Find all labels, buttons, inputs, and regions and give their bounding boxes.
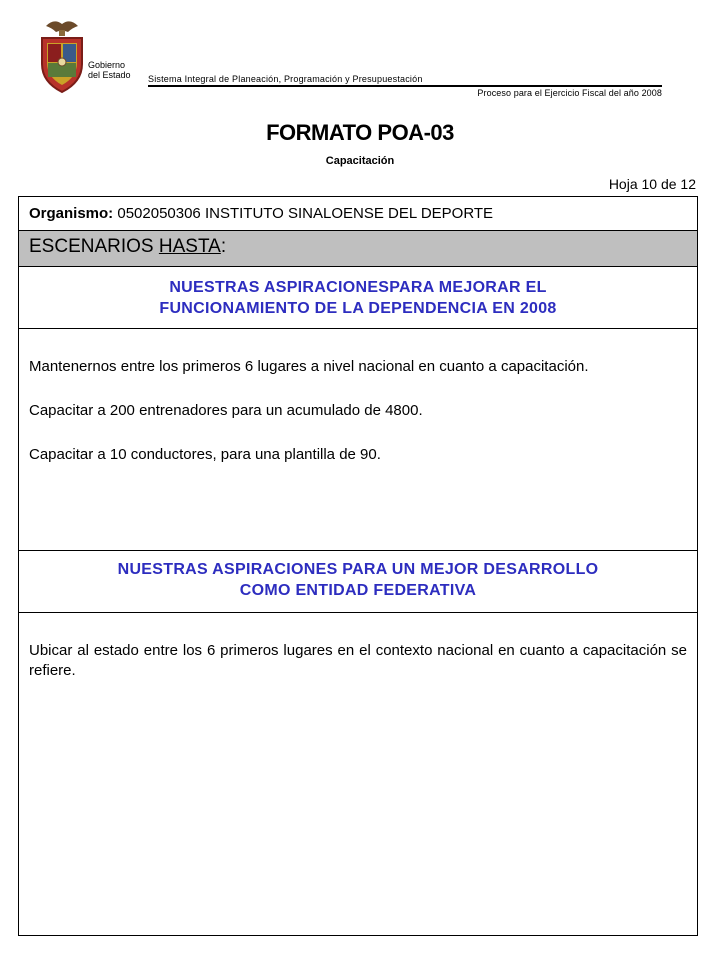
- system-title: Sistema Integral de Planeación, Programación y Presupuestación: [148, 74, 423, 84]
- section2-body: [19, 613, 697, 935]
- section1-heading-line2: FUNCIONAMIENTO DE LA DEPENDENCIA EN 2008: [159, 300, 557, 317]
- section2-heading-line1: NUESTRAS ASPIRACIONES PARA UN MEJOR DESARROLLO: [117, 561, 599, 578]
- process-label: Proceso para el Ejercicio Fiscal del año 2008: [477, 88, 662, 98]
- form-subtitle: Capacitación: [325, 155, 395, 167]
- scenarios-band: [19, 231, 697, 267]
- government-label-line2: del Estado: [88, 70, 131, 80]
- section2-heading-line2: COMO ENTIDAD FEDERATIVA: [239, 582, 477, 599]
- organism-label: Organismo:: [29, 205, 114, 222]
- section1-paragraph: Mantenernos entre los primeros 6 lugares a nivel nacional en cuanto a capacitación.: [29, 358, 589, 375]
- scenarios-suffix: :: [220, 236, 227, 257]
- form-title: FORMATO POA-03: [266, 120, 454, 145]
- section1-heading: [19, 267, 697, 329]
- section1-paragraph: Capacitar a 10 conductores, para una plantilla de 90.: [29, 446, 381, 463]
- scenarios-prefix: ESCENARIOS: [29, 236, 159, 257]
- section2-heading: [19, 551, 697, 613]
- section2-paragraph: Ubicar al estado entre los 6 primeros lugares en el contexto nacional en cuanto a capacitación se refiere.: [29, 642, 687, 679]
- section1-paragraph: Capacitar a 200 entrenadores para un acumulado de 4800.: [29, 402, 423, 419]
- government-label: [88, 60, 131, 80]
- organism-row: [19, 197, 697, 231]
- organism-value: 0502050306 INSTITUTO SINALOENSE DEL DEPORTE: [113, 205, 494, 222]
- scenarios-underlined: HASTA: [158, 236, 221, 257]
- government-label-line1: Gobierno: [88, 60, 126, 70]
- state-government-seal-icon: [36, 16, 88, 96]
- sheet-number: Hoja 10 de 12: [608, 176, 696, 192]
- form-table: [18, 196, 698, 936]
- section1-heading-line1: NUESTRAS ASPIRACIONESPARA MEJORAR EL: [169, 279, 547, 296]
- section1-body: [19, 329, 697, 551]
- header-divider: [148, 85, 662, 87]
